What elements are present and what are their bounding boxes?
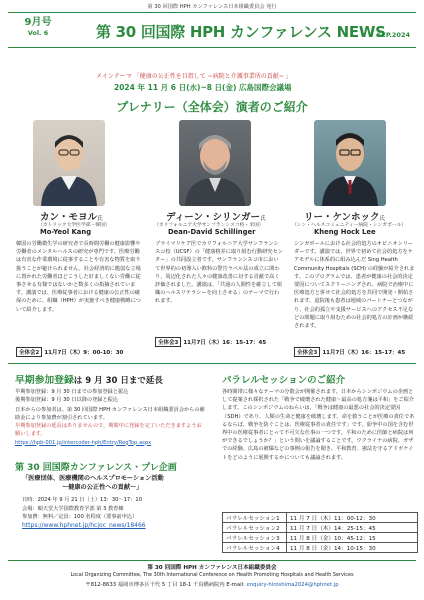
parallel-schedule-table: [222, 512, 418, 553]
speaker-photo-lee: [314, 120, 386, 206]
masthead: [8, 12, 416, 48]
publisher-line: 第 30 回国際 HPH カンファレンス日本組織委員会 発行: [147, 4, 277, 10]
pre-event-subtitle-2: ～健康の公正性への貢献～」: [62, 484, 143, 491]
speaker-1-name-ja: カン・モヨル氏: [40, 212, 103, 223]
table-row: [223, 513, 418, 523]
session-tag: 全体会3: [294, 347, 320, 357]
pre-event-info: [22, 496, 146, 530]
early-line-3: 日本からの参加者は、第 30 回国際 HPH カンファレンス日本組織委員会からの補助金により参加費が割引されています。: [15, 407, 205, 422]
speaker-1-schedule: [16, 347, 123, 357]
issue-box: [18, 17, 58, 37]
pre-event-date: 日時：2024 年 9 月 21 日（土）13：30～17：10: [22, 497, 143, 503]
speaker-1-name-en: Mo-Yeol Kang: [40, 228, 92, 236]
early-line-4: 早期参加登録の延長はありませんので、期間中に登録を完了いただきますようお願いします。: [15, 423, 202, 438]
parallel-description: 各時間帯に様々なテーマの分散会が開催されます。日本からシンポジウムの企画として提案され採択された「戦争で破壊された健康～最高の処方箋は平和」をご紹介します。このシンポジウムのねらいは、「戦争は健康の最悪の社会的決定要因（SDH）であり、人類の生命と健康を破壊します。命を救うことが医療の責任であるならば、戦争を防ぐことは、医療従事者の責任です」です。紛争中の国を含む世界中の医療従事者にとって不可欠な仕事の一つです。平和のために医師と病院は何ができるでしょうか？」という問いを議論することです。ウクライナの病院、ガザでの経験、広島の被爆などの事例の報告を聞き、平和教育、憲法を守るアドボケイトをどのように展開するかについても議論されます。: [222, 389, 415, 461]
footer-contact: 〒812-8633 福岡市博多区千代 5 丁目 18-1 千鳥橋病院内 E-mail: enquiry-hiroshima2024@hphnet.jp: [85, 582, 339, 588]
speaker-photo-kang: [33, 120, 105, 206]
speaker-photo-schillinger: [179, 120, 251, 206]
speaker-2-name-ja: ディーン・シリンガー氏: [166, 212, 266, 223]
session-name: パラレルセッション2: [223, 523, 287, 533]
speaker-3-schedule: [294, 347, 405, 357]
early-registration-heading: 早期参加登録は 9 月 30 日まで延長: [15, 375, 163, 386]
section-divider: [8, 363, 416, 364]
session-name: パラレルセッション1: [223, 513, 287, 523]
speaker-3-affiliation: （シン・ヘルスコミュニティー病院・シンガポール）: [292, 223, 407, 228]
session-name: パラレルセッション3: [223, 533, 287, 543]
table-row: [223, 543, 418, 553]
session-time: 11 月 7 日（木）11：00-12：30: [287, 513, 418, 523]
speaker-2-name-en: Dean-David Schillinger: [168, 228, 256, 236]
session-time: 11月7日（木）9：00-10：30: [44, 350, 124, 356]
pre-event-venue: 会場：順天堂大学国際教育学部 第 3 教育棟: [22, 505, 124, 512]
footer-email-link[interactable]: enquiry-hiroshima2024@hphnet.jp: [246, 582, 339, 588]
issue-volume: Vol. 6: [27, 29, 49, 37]
footer-org-en: Local Organizing Committee, The 30th International Conference on Health Promoting Hospitals and Health Services: [70, 572, 354, 578]
speaker-2-bio: プライマリケア医でカリフォルニア大学サンフランシスコ校（UCSF）の「健康格差に取り組む行動研究センター」の共同設立者です。サンフランシスコ市において世界的の初導入い飲料の警告ラベル法の成立に関わり、周辺化された人々の健康改善に対する貢献で高く評価されました。講演は、「共通の人間性を確立して組織のヘルスリテラシーを向上させる」のテーマで行われます。: [155, 241, 283, 305]
pre-event-link[interactable]: https://www.hphnet.jp/hcjoc_news/18466: [22, 521, 146, 529]
conference-date-venue: 2024 年 11 月 6 日(水)~8 日(金) 広島国際会議場: [114, 83, 292, 92]
pre-event-subtitle-1: 「医療団体、医療機関のヘルスプロモーション活動: [22, 475, 164, 482]
speaker-3-bio: シンガポールにおける社会的処方のオピニオンリーダーです。講演では、世界で初めて社会的処方をケアモデルに体系的に組み込んだ Sing Health Community Hospitals (SCH) の経験が紹介されます。このプログラムでは、患者が健康の社会的決定要因についてスクリーニングされ、病院で治療中に医療処方と併せて社会的処方を共同で開発・開始されます。退院後も患者は地域のパートナーとつながり、社会的孤立や支援サービスへのアクセス不足などの問題に取り組むための社会的処方の計画が継続されます。: [294, 241, 415, 330]
speaker-2-schedule: [155, 337, 266, 347]
pre-event-fee: 参加費：無料／定員：100 名程度（要事前申込）: [22, 514, 138, 521]
speaker-1-bio: 韓国の労働衛生学の研究者で長時間労働の健康影響や労働者のメンタルヘルスの研究が専門です。医療労働は有害な作業環境に従事することや有害な物質を取り扱うことが避けられません。社会経済的に脆弱な立場に置かれた労働者ほどこうした好ましくない労働に従事させる有様ではないかと数多くの指摘されています。講演では、医療従事者における健康の公正性の確保のために、組織（HPH）が実施すべき健康戦略について紹介します。: [16, 241, 141, 313]
newsletter-title: 第 30 回国際 HPH カンファレンス NEWS: [96, 23, 386, 41]
footer-divider: [8, 560, 416, 561]
early-registration-body: [15, 388, 205, 447]
speaker-3-name-ja: リー・ケンホック氏: [304, 212, 386, 223]
registration-link[interactable]: https://hpb-001.jp/intercoder-hph/Entry/RegTop.aspx: [15, 439, 152, 446]
plenary-heading: プレナリー（全体会）演者のご紹介: [116, 100, 308, 114]
session-time: 11 月 7 日（木）14：25-15：45: [287, 523, 418, 533]
session-name: パラレルセッション4: [223, 543, 287, 553]
footer: [0, 560, 424, 600]
early-line-1: 早期参加登録：9 月 30 日までの参加登録と振込: [15, 389, 129, 395]
parallel-heading: パラレルセッションのご紹介: [222, 375, 346, 386]
session-tag: 全体会3: [155, 337, 181, 347]
pre-event-subtitle: [22, 474, 164, 492]
session-time: 11 月 8 日（金）14：10-15：30: [287, 543, 418, 553]
speaker-3-name-en: Kheng Hock Lee: [314, 228, 376, 236]
pre-event-heading: 第 30 回国際カンファレンス・プレ企画: [15, 463, 177, 473]
speaker-1-affiliation: （カトリック大学医学部・韓国）: [38, 223, 110, 228]
session-time: 11月7日（木）16：15-17：45: [322, 350, 406, 356]
issue-month: 9月号: [24, 17, 52, 28]
footer-org-ja: 第 30 回国際 HPH カンファレンス日本組織委員会: [147, 565, 277, 571]
early-line-2: 後期参加登録：9 月 30 日以降の登録と振込: [15, 397, 119, 404]
session-time: 11 月 8 日（金）10：45-12：15: [287, 533, 418, 543]
speaker-2-affiliation: （カリフォルニア大学サンフランシスコ校・米国）: [154, 223, 264, 228]
session-time: 11月7日（木）16：15-17：45: [183, 340, 267, 346]
newsletter-date: SEP.2024: [376, 31, 410, 39]
table-row: [223, 533, 418, 543]
table-row: [223, 523, 418, 533]
session-tag: 全体会2: [16, 347, 42, 357]
main-theme: メインテーマ 「健康の公正性を目指して ~病院と介護事業所の貢献~ 」: [96, 73, 292, 80]
